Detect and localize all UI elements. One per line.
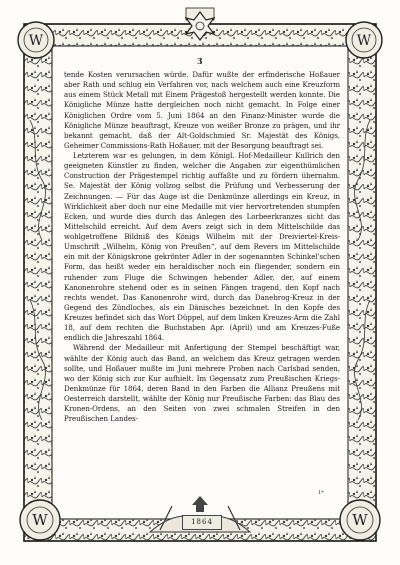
paragraph: Während der Medailleur mit Anfertigung der Stempel beschäftigt war, wählte der König auch das Band, an welchem das Kreuz getragen werden sollte, und Hoßauer mußte im Juni mehrere Proben nach Carlsbad senden, wo der König sich zur Kur aufhielt. Im Gegensatz zum Preußischen Kriegs-Denkmünze für 1864, deren Band in den Farben die Allianz Preußens mit Oesterreich darstellt, wählte der König nur Preußische Farben: das Blau des Kronen-Ordens, an den Seiten von zwei schmalen Streifen in den Preußischen Landes- [64,343,340,424]
body-text [64,70,340,424]
year-plate: 1864 [182,515,222,530]
footnote-mark: 1* [318,490,324,496]
crown-monogram-icon-bottom-left [20,500,60,540]
crown-monogram-icon-top-right [346,22,382,58]
paragraph: Letzterem war es gelungen, in dem Königl. Hof-Medailleur Kullrich den geeigneten Künstler zu finden, welcher die Angaben zur eigenthümlichen Construction der Prägestempel richtig auffaßte und zu fördern übernahm. Se. Majestät der König vollzog selbst die Prüfung und Verbesserung der Zeichnungen. — Für das Auge ist die Denkmünze allerdings ein Kreuz, in Wirklichkeit aber doch nur eine Medaille mit vier hervortretenden stumpfen Ecken, und wurde dies durch das Anlegen des Lorbeerkranzes sicht das Mittelschild erreicht. Auf dem Avers zeigt sich in dem Mittelschilde das wohlgetroffene Bildniß des Königs Wilhelm mit der Dreiviertel-Kreis-Umschrift „Wilhelm, König von Preußen“, auf dem Revers im Mittelschilde ein mit der Königskrone gekrönter Adler in der sogenannten Schinkel'schen Form, das heißt weder ein heraldischer noch ein fliegender, sondern ein ruhender zum Fluge die Schwingen hebender Adler, der, auf einem Kanonenrohre stehend oder es in seinen Fängen tragend, den Kopf nach rechts wendet. Das Kanonenrohr wird, durch das Danebrog-Kreuz in der Gegend des Zündloches, als ein Dänisches bezeichnet. In den Kopfe des Kreuzes befindet sich das Wort Düppel, auf dem linken Kreuzes-Arm die Zahl 18, auf dem rechten die Buchstaben Apr. (April) und am Kreuzes-Fuße endlich die Jahreszahl 1864. [64,151,340,343]
svg-text:W: W [32,511,48,529]
crown-monogram-icon-top-left [18,22,54,58]
crown-monogram-icon-bottom-right [340,500,380,540]
page-number: 3 [196,56,204,66]
svg-text:W: W [356,33,372,49]
paragraph: tende Kosten verursachen würde. Dafür wußte der erfinderische Hoßauer aber Rath und schlug ein Verfahren vor, nach welchem auch eine Kreuzform aus einem Stück Metall mit Einem Prägestoß hergestellt werden konnte. Die Königliche Münze hatte dergleichen noch nicht gemacht. In Folge einer Königlichen Ordre vom 5. Juni 1864 an den Finanz-Minister wurde die Königliche Münze beauftragt, Kreuze von weißer Bronze zu prägen, und ihr bekannt gemacht, daß der Alt-Goldschmied Sr. Majestät des Königs, Geheimer Commissions-Rath Hoßauer, mit der Besorgung beauftragt sei. [64,70,340,150]
svg-text:W: W [28,33,44,49]
svg-text:W: W [352,511,368,529]
